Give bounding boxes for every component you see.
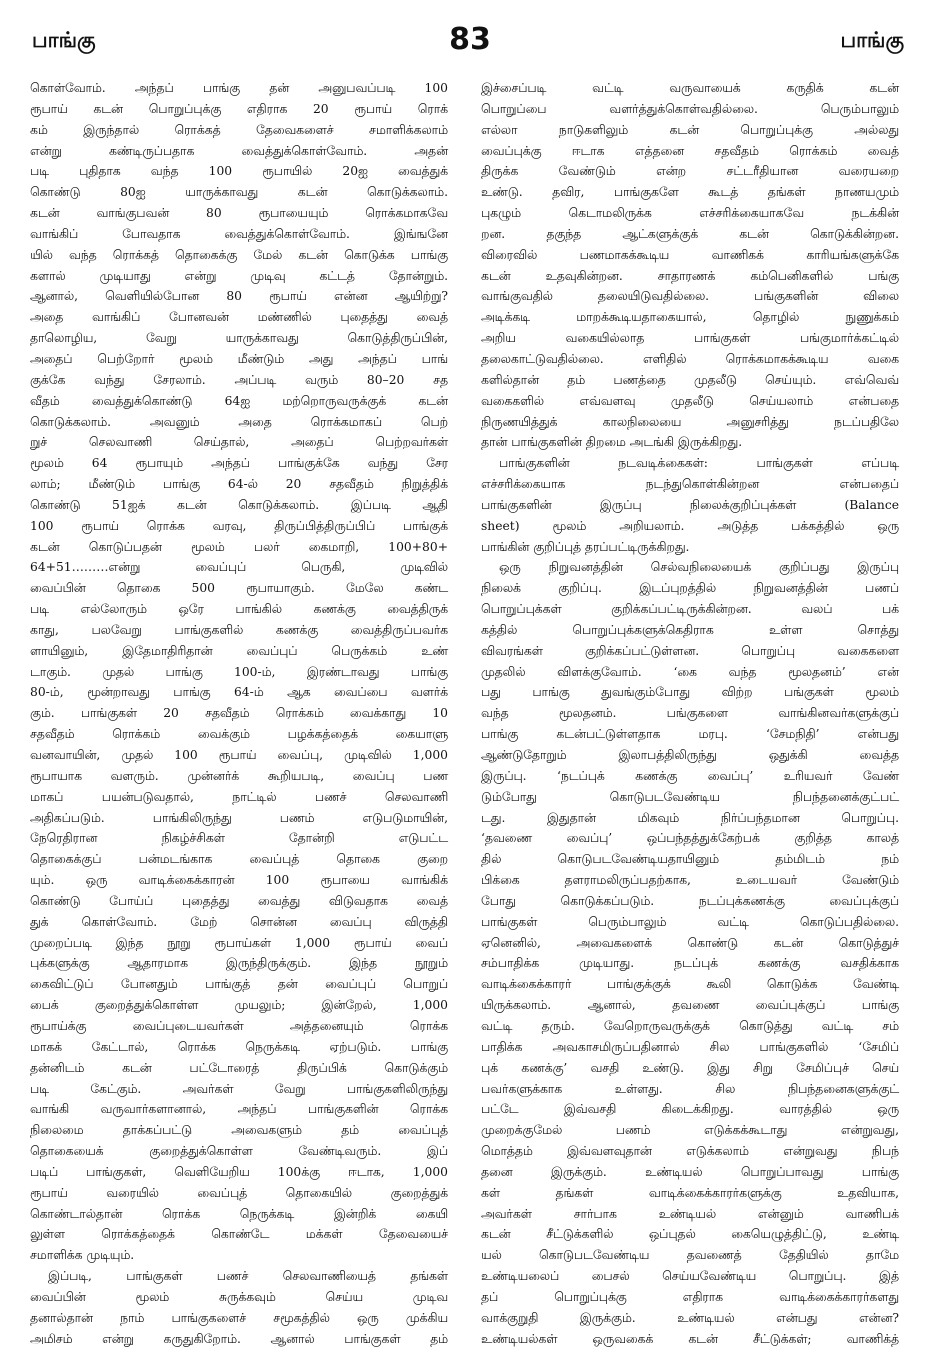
- text-line: படி கேட்கும். அவர்கள் வேறு பாங்குகளிலிருந்து: [30, 1081, 448, 1096]
- text-line: போது கொடுக்கப்படும். நடப்புக்கணக்கு வைப்புக்குப்: [481, 893, 899, 908]
- text-line: ஒரு நிறுவனத்தின் செல்வநிலையைக் குறிப்பது இருப்பு: [499, 560, 899, 575]
- text-line: கொள்வோம். அந்தப் பாங்கு தன் அனுபவப்படி 100: [30, 81, 448, 95]
- text-line: எல்லா நாடுகளிலும் கடன் பொறுப்புக்கு அல்லது: [481, 122, 899, 137]
- text-line: உண்டியல்கள் ஒருவகைக் கடன் சீட்டுக்கள்; வாணிக்த்: [481, 1331, 899, 1346]
- text-line: சம்பாதிக்க முடியாது. நடப்புக் கணக்கு வசதிக்காக: [481, 956, 899, 971]
- text-line: ஏனெனில், அவைகளைக் கொண்டு கடன் கொடுத்துச்: [481, 935, 899, 950]
- text-line: ரூபாயாக வளரும். முன்னர்க் கூறியபடி, வைப்பு பண: [30, 768, 448, 783]
- text-line: வாங்குவதில் தலையிடுவதில்லை. பங்குகளின் விலை: [481, 289, 899, 304]
- left-text-column: [30, 78, 448, 1346]
- text-line: பாங்குகளின் நடவடிக்கைகள்: பாங்குகள் எப்படி: [499, 456, 899, 471]
- text-line: அவர்கள் சார்பாக உண்டியல் என்னும் வாணிபக்: [481, 1206, 899, 1221]
- text-line: உண்டு. தவிர, பாங்குகளே கூடத் தங்கள் நாணயமும்: [481, 185, 899, 200]
- page-number: 83: [449, 22, 491, 57]
- text-line: ஆனால், வெளியில்போன 80 ரூபாய் என்ன ஆயிற்று?: [30, 289, 448, 304]
- text-line: வைப்பின் தொகை 500 ரூபாயாகும். மேலே கண்ட: [30, 581, 448, 596]
- text-line: ரூபாய் கடன் பொறுப்புக்கு எதிராக 20 ரூபாய் ரொக்: [30, 101, 448, 116]
- text-line: அதைப் பெற்றோர் மூலம் மீண்டும் அது அந்தப் பாங்: [30, 351, 448, 366]
- text-line: கும். பாங்குகள் 20 சதவீதம் ரொக்கம் வைக்காது 10: [30, 706, 448, 721]
- text-line: தலைகாட்டுவதில்லை. எளிதில் ரொக்கமாகக்கூடிய வகை: [481, 351, 899, 366]
- text-line: ரூபாய் வரையில் வைப்புத் தொகையில் குறைத்துக்: [30, 1185, 448, 1200]
- text-line: வகைகளில் எவ்வளவு முதலீடு செய்யலாம் என்பதை: [481, 393, 899, 408]
- text-line: லாம்; மீண்டும் பாங்கு 64-ல் 20 சதவீதம் நிறுத்திக்: [30, 477, 448, 492]
- text-line: பாங்குகளின் இருப்பு நிலைக்குறிப்புக்கள் (Balance: [481, 497, 899, 512]
- text-line: புகழும் கெடாமலிருக்க எச்சரிக்கையாகவே நடக்கின்: [481, 206, 899, 221]
- text-line: தன்னிடம் கடன் பட்டோரைத் திருப்பிக் கொடுக்கும்: [30, 1060, 448, 1075]
- text-line: தான் பாங்குகளின் திறமை அடங்கி இருக்கிறது.: [481, 435, 743, 450]
- text-line: மொத்தம் இவ்வளவுதான் எடுக்கலாம் என்றுவது நிபந்: [481, 1144, 899, 1159]
- text-line: கொண்டு 80ஐ யாருக்காவது கடன் கொடுக்கலாம்.: [30, 185, 448, 200]
- text-line: புக்களுக்கு ஆதாரமாக இருந்திருக்கும். இந்த நூறும்: [30, 956, 448, 971]
- text-line: சமாளிக்க முடியும்.: [30, 1248, 135, 1263]
- text-line: புக் கணக்கு’ வசதி உண்டு. இது சிறு சேமிப்புச் செய்: [481, 1060, 899, 1075]
- text-line: கடன் சீட்டுக்களில் ஒப்புதல் கையெழுத்திட்டு, உண்டி: [481, 1227, 899, 1242]
- text-line: நிருணயித்துக் காலநிலையை அனுசரித்து நடப்பதிலே: [481, 414, 899, 429]
- text-line: யும். ஒரு வாடிக்கைக்காரன் 100 ரூபாயை வாங்கிக்: [30, 873, 448, 888]
- text-line: முதலில் விளக்குவோம். ‘கை வந்த மூலதனம்’ என்: [481, 664, 899, 679]
- text-line: யிருக்கலாம். ஆனால், தவணை வைப்புக்குப் பாங்கு: [481, 998, 899, 1013]
- text-line: வட்டி தரும். வேறொருவருக்குக் கொடுத்து வட்டி சம்: [481, 1018, 899, 1033]
- text-line: விவரங்கள் குறிக்கப்பட்டுள்ளன. பொறுப்பு வகைகளை: [481, 643, 899, 658]
- text-line: துக் கொள்வோம். மேற் சொன்ன வைப்பு விருத்தி: [30, 914, 448, 929]
- text-line: கொண்டு போய்ப் புதைத்து வைத்து விடுவதாக வைத்: [30, 893, 448, 908]
- text-line: பாதிக்க அவகாசமிருப்பதினால் சில பாங்குகளில் ‘சேமிப்: [481, 1039, 899, 1054]
- text-line: தில் கொடுபடவேண்டியதாயினும் தம்மிடம் நம்: [481, 852, 899, 867]
- text-line: மாகப் பயன்படுவதால், நாட்டில் பணச் செலவாணி: [30, 789, 448, 804]
- text-line: நிலைமை தாக்கப்பட்டு அவைகளும் தம் வைப்புத்: [30, 1123, 448, 1138]
- text-line: டாகும். முதல் பாங்கு 100-ம், இரண்டாவது பாங்கு: [30, 664, 448, 679]
- text-line: றன. தகுந்த ஆட்களுக்குக் கடன் கொடுக்கின்றன.: [481, 226, 899, 241]
- text-line: அறிய வகையில்லாத பாங்குகள் பங்குமார்க்கட்டில்: [481, 331, 899, 346]
- text-line: பாங்கின் குறிப்புத் தரப்பட்டிருக்கிறது.: [481, 539, 690, 554]
- text-line: வைப்புக்கு ஈடாக எத்தனை சதவீதம் ரொக்கம் வைத்: [481, 143, 899, 158]
- text-line: அதை வாங்கிப் போனவன் மண்ணில் புதைத்து வைத்: [30, 310, 448, 325]
- text-line: முறைப்படி இந்த நூறு ரூபாய்கள் 1,000 ரூபாய் வைப்: [30, 935, 448, 950]
- text-line: எச்சரிக்கையாக நடந்துகொள்கின்றன என்பதைப்: [481, 477, 899, 492]
- text-line: தொகையைக் குறைத்துக்கொள்ள வேண்டிவரும். இப்: [30, 1144, 448, 1159]
- text-line: 100 ரூபாய் ரொக்க வரவு, திருப்பித்திருப்பிப் பாங்குக்: [30, 518, 448, 533]
- text-line: வாடிக்கைக்காரர் பாங்குக்குக் கூலி கொடுக்க வேண்டி: [481, 977, 899, 992]
- text-line: தனை இருக்கும். உண்டியல் பொறுப்பாவது பாங்கு: [481, 1164, 899, 1179]
- text-line: பாங்குகள் பெரும்பாலும் வட்டி கொடுப்பதில்லை.: [481, 914, 899, 929]
- text-line: டது. இதுதான் மிகவும் நிர்ப்பந்தமான பொறுப்பு.: [481, 810, 899, 825]
- text-line: டும்போது கொடுபடவேண்டிய நிபந்தனைக்குட்பட்: [481, 789, 899, 804]
- text-line: யில் வந்த ரொக்கத் தொகைக்கு மேல் கடன் கொடுக்க பாங்கு: [30, 247, 448, 262]
- text-line: கொண்டு 51ஐக் கடன் கொடுக்கலாம். இப்படி ஆதி: [30, 497, 448, 512]
- text-line: முறைக்குமேல் பணம் எடுக்கக்கூடாது என்றுவது,: [481, 1123, 899, 1138]
- text-line: அடிக்கடி மாறக்கூடியதாகையால், தொழில் நுணுக்கம்: [481, 310, 899, 325]
- text-line: சதவீதம் ரொக்கம் வைக்கும் பழக்கத்தைக் கையாளு: [30, 727, 448, 742]
- page-header: [0, 0, 940, 70]
- text-line: படி புதிதாக வந்த 100 ரூபாயில் 20ஐ வைத்துக்: [30, 164, 448, 179]
- text-line: அதிகப்படும். பாங்கிலிருந்து பணம் எடுபடுமாயின்,: [30, 810, 448, 825]
- text-line: கடன் வாங்குபவன் 80 ரூபாயையும் ரொக்கமாகவே: [30, 206, 448, 221]
- text-line: நேரெதிரான நிகழ்ச்சிகள் தோன்றி எடுபட்ட: [30, 831, 448, 846]
- text-line: தாலொழிய, வேறு யாருக்காவது கொடுத்திருப்பின்,: [30, 331, 448, 346]
- text-line: தனால்தான் நாம் பாங்குகளைச் சமூகத்தில் ஒரு முக்கிய: [30, 1310, 448, 1325]
- text-line: கொண்டால்தான் ரொக்க நெருக்கடி இன்றிக் கையி: [30, 1206, 448, 1221]
- text-line: கத்தில் பொறுப்புக்களுக்கெதிராக உள்ள சொத்து: [481, 622, 899, 637]
- text-line: கம் இருந்தால் ரொக்கத் தேவைகளைச் சமாளிக்கலாம்: [30, 122, 448, 137]
- text-line: பைக் குறைத்துக்கொள்ள முயலும்; இன்றேல், 1,000: [30, 998, 448, 1013]
- text-line: பொறுப்புக்கள் குறிக்கப்பட்டிருக்கின்றன. வலப் பக்: [481, 602, 899, 617]
- text-line: sheet) மூலம் அறியலாம். அடுத்த பக்கத்தில் ஒரு: [481, 518, 899, 533]
- text-line: குக்கே வந்து சேரலாம். அப்படி வரும் 80–20 சத: [30, 372, 448, 387]
- text-line: பவர்களுக்காக உள்ளது. சில நிபந்தனைகளுக்குட்: [481, 1081, 899, 1096]
- text-line: மூலம் 64 ரூபாயும் அந்தப் பாங்குக்கே வந்து சேர: [30, 456, 448, 471]
- text-line: ரூபாய்க்கு வைப்புடையவர்கள் அத்தனையும் ரொக்க: [30, 1018, 448, 1033]
- text-line: அமிசம் என்று கருதுகிறோம். ஆனால் பாங்குகள் தம்: [30, 1331, 448, 1346]
- right-text-column: [481, 78, 899, 1346]
- text-line: இச்சைப்படி வட்டி வருவாயைக் கருதிக் கடன்: [481, 81, 899, 95]
- text-line: படிப் பாங்குகள், வெளியேறிய 100க்கு ஈடாக, 1,000: [30, 1164, 448, 1179]
- text-line: கடன் உதவுகின்றன. சாதாரணக் கம்பெனிகளில் பங்கு: [481, 268, 899, 283]
- text-line: யல் கொடுபடவேண்டிய தவணைத் தேதியில் தாமே: [481, 1248, 899, 1263]
- text-line: தொகைக்குப் பன்மடங்காக வைப்புத் தொகை குறை: [30, 852, 448, 867]
- text-line: வாங்கி வருவார்களானால், அந்தப் பாங்குகளின் ரொக்க: [30, 1102, 448, 1117]
- text-line: காது, பலவேறு பாங்குகளில் கணக்கு வைத்திருப்பவர்க: [30, 622, 448, 637]
- text-line: பொறுப்பை வளர்த்துக்கொள்வதில்லை. பெரும்பாலும்: [481, 101, 899, 116]
- text-line: களில்தான் தம் பணத்தை முதலீடு செய்யும். எவ்வெவ்: [481, 372, 899, 387]
- text-line: ஆண்டுதோறும் இலாபத்திலிருந்து ஒதுக்கி வைத்த: [481, 748, 899, 762]
- text-line: கொடுக்கலாம். அவனும் அதை ரொக்கமாகப் பெற்: [30, 414, 448, 429]
- text-line: வைப்பின் மூலம் சுருக்கவும் செய்ய முடிவ: [30, 1289, 448, 1304]
- text-line: உண்டியலைப் பைசல் செய்யவேண்டிய பொறுப்பு. இத்: [481, 1269, 899, 1284]
- text-line: வாங்கிப் போவதாக வைத்துக்கொள்வோம். இங்ஙனே: [30, 226, 448, 241]
- text-line: இருப்பு. ‘நடப்புக் கணக்கு வைப்பு’ உரியவர் வேண்: [481, 768, 899, 783]
- text-line: என்று கண்டிருப்பதாக வைத்துக்கொள்வோம். அதன்: [30, 143, 448, 158]
- text-line: களால் முடியாது என்று முடிவு கட்டத் தோன்றும்.: [30, 268, 448, 283]
- text-line: மாகக் கேட்டால், ரொக்க நெருக்கடி ஏற்படும். பாங்கு: [30, 1039, 448, 1054]
- text-line: றுச் செலவாணி செய்தால், அதைப் பெற்றவர்கள்: [30, 435, 448, 450]
- text-line: பாங்கு கடன்பட்டுள்ளதாக மரபு. ‘சேமநிதி’ என்பது: [481, 727, 899, 742]
- text-line: இப்படி, பாங்குகள் பணச் செலவாணியைத் தங்கள்: [48, 1269, 448, 1284]
- running-head-left: பாங்கு: [32, 28, 96, 52]
- text-line: கடன் கொடுப்பதன் மூலம் பலர் கைமாறி, 100+80+: [30, 539, 448, 554]
- text-line: விரைவில் பணமாகக்கூடிய வாணிகக் காரியங்களுக்கே: [481, 247, 899, 262]
- text-line: வனவாயின், முதல் 100 ரூபாய் வைப்பு, முடிவில் 1,000: [30, 748, 448, 762]
- text-line: கைவிட்டுப் போனதும் பாங்குத் தன் வைப்புப் பொறுப்: [30, 977, 448, 992]
- text-line: பது பாங்கு துவங்கும்போது விற்ற பங்குகள் மூலம்: [481, 685, 899, 700]
- text-line: ‘தவணை வைப்பு’ ஒப்பந்தத்துக்கேற்பக் குறித்த காலத்: [481, 831, 899, 846]
- text-line: வாக்குறுதி இருக்கும். உண்டியல் என்பது என்ன?: [481, 1310, 899, 1325]
- text-line: ளாயினும், இதேமாதிரிதான் வைப்புப் பெருக்கம் உண்: [30, 643, 448, 658]
- text-line: வந்த மூலதனம். பங்குகளை வாங்கினவர்களுக்குப்: [481, 706, 899, 721]
- text-line: பட்டே இவ்வசதி கிடைக்கிறது. வாரத்தில் ஒரு: [481, 1102, 899, 1117]
- text-line: தப் பொறுப்புக்கு எதிராக வாடிக்கைக்காரர்களது: [481, 1289, 899, 1304]
- text-line: 80-ம், மூன்றாவது பாங்கு 64-ம் ஆக வைப்பை வளர்க்: [30, 685, 448, 700]
- text-line: பிக்கை தளராமலிருப்பதற்காக, உடையவர் வேண்டும்: [481, 873, 899, 888]
- text-line: திருக்க வேண்டும் என்ற சட்டரீதியான வரையறை: [481, 164, 899, 179]
- running-head-right: பாங்கு: [840, 28, 904, 52]
- text-line: படி எல்லோரும் ஒரே பாங்கில் கணக்கு வைத்திருக்: [30, 602, 448, 617]
- text-line: கள் தங்கள் வாடிக்கைக்காரர்களுக்கு உதவியாக,: [481, 1185, 899, 1200]
- text-line: 64+51………என்று வைப்புப் பெருகி, முடிவில்: [30, 560, 448, 575]
- text-line: நிலைக் குறிப்பு. இடப்புறத்தில் நிறுவனத்தின் பணப்: [481, 581, 899, 596]
- text-line: லுள்ள ரொக்கத்தைக் கொண்டே மக்கள் தேவையைச்: [30, 1227, 448, 1242]
- text-line: வீதம் வைத்துக்கொண்டு 64ஐ மற்றொருவருக்குக் கடன்: [30, 393, 448, 408]
